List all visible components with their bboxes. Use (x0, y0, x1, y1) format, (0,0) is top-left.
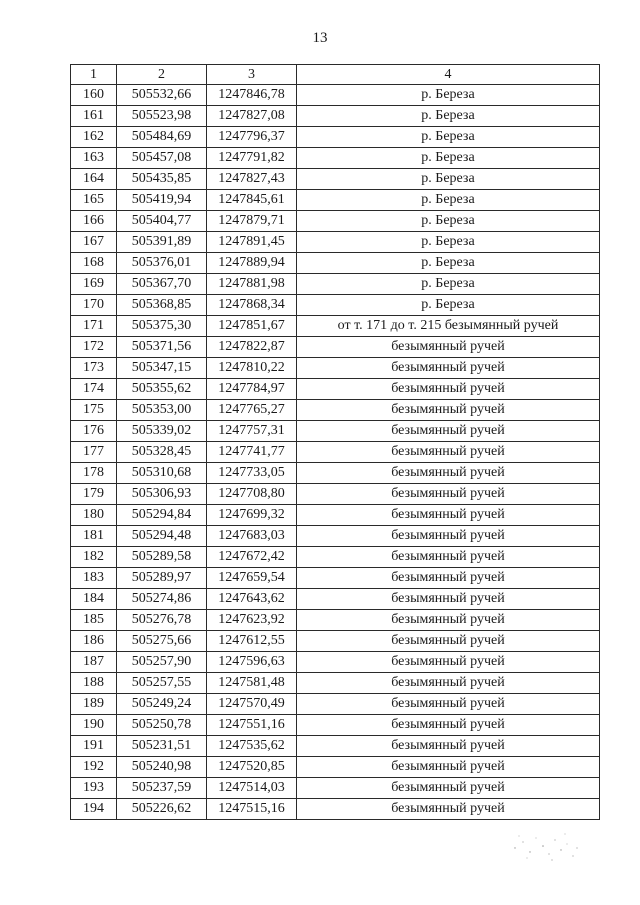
point-number-cell: 182 (71, 547, 117, 568)
point-number-cell: 164 (71, 169, 117, 190)
coordinate-y-cell: 1247612,55 (207, 631, 297, 652)
coordinate-x-cell: 505237,59 (117, 778, 207, 799)
point-number-cell: 177 (71, 442, 117, 463)
description-cell: безымянный ручей (297, 715, 600, 736)
description-cell: р. Береза (297, 232, 600, 253)
table-row (71, 610, 600, 631)
description-cell: безымянный ручей (297, 442, 600, 463)
point-number-cell: 191 (71, 736, 117, 757)
description-cell: р. Береза (297, 127, 600, 148)
description-cell: безымянный ручей (297, 757, 600, 778)
description-cell: р. Береза (297, 190, 600, 211)
coordinate-y-cell: 1247551,16 (207, 715, 297, 736)
coordinate-x-cell: 505226,62 (117, 799, 207, 820)
coordinate-y-cell: 1247596,63 (207, 652, 297, 673)
table-row (71, 127, 600, 148)
point-number-cell: 190 (71, 715, 117, 736)
description-cell: безымянный ручей (297, 484, 600, 505)
coordinate-y-cell: 1247515,16 (207, 799, 297, 820)
coordinate-x-cell: 505274,86 (117, 589, 207, 610)
coordinate-x-cell: 505339,02 (117, 421, 207, 442)
column-header-4: 4 (297, 65, 600, 85)
description-cell: безымянный ручей (297, 379, 600, 400)
page-number: 13 (312, 30, 328, 46)
description-cell: р. Береза (297, 148, 600, 169)
point-number-cell: 162 (71, 127, 117, 148)
description-cell: безымянный ручей (297, 673, 600, 694)
coordinate-y-cell: 1247520,85 (207, 757, 297, 778)
description-cell: безымянный ручей (297, 610, 600, 631)
coordinate-x-cell: 505375,30 (117, 316, 207, 337)
table-row (71, 799, 600, 820)
coordinate-y-cell: 1247851,67 (207, 316, 297, 337)
coordinate-y-cell: 1247699,32 (207, 505, 297, 526)
table-header-row (71, 65, 600, 85)
description-cell: р. Береза (297, 274, 600, 295)
column-header-1: 1 (71, 65, 117, 85)
point-number-cell: 165 (71, 190, 117, 211)
description-cell: безымянный ручей (297, 526, 600, 547)
table-row (71, 190, 600, 211)
table-row (71, 757, 600, 778)
coordinate-x-cell: 505532,66 (117, 85, 207, 106)
table-row (71, 568, 600, 589)
point-number-cell: 194 (71, 799, 117, 820)
table-row (71, 148, 600, 169)
point-number-cell: 189 (71, 694, 117, 715)
description-cell: безымянный ручей (297, 736, 600, 757)
coordinate-y-cell: 1247796,37 (207, 127, 297, 148)
coordinate-y-cell: 1247889,94 (207, 253, 297, 274)
point-number-cell: 166 (71, 211, 117, 232)
coordinate-y-cell: 1247659,54 (207, 568, 297, 589)
point-number-cell: 185 (71, 610, 117, 631)
table-row (71, 253, 600, 274)
point-number-cell: 161 (71, 106, 117, 127)
table-row (71, 358, 600, 379)
table-row (71, 295, 600, 316)
table-row (71, 463, 600, 484)
coordinate-x-cell: 505240,98 (117, 757, 207, 778)
table-row (71, 694, 600, 715)
coordinate-x-cell: 505371,56 (117, 337, 207, 358)
description-cell: безымянный ручей (297, 463, 600, 484)
coordinate-x-cell: 505289,58 (117, 547, 207, 568)
point-number-cell: 163 (71, 148, 117, 169)
description-cell: р. Береза (297, 169, 600, 190)
coordinate-x-cell: 505435,85 (117, 169, 207, 190)
table-row (71, 505, 600, 526)
table-row (71, 589, 600, 610)
column-header-3: 3 (207, 65, 297, 85)
point-number-cell: 186 (71, 631, 117, 652)
table-row (71, 631, 600, 652)
table-row (71, 169, 600, 190)
point-number-cell: 178 (71, 463, 117, 484)
coordinate-x-cell: 505231,51 (117, 736, 207, 757)
point-number-cell: 179 (71, 484, 117, 505)
point-number-cell: 170 (71, 295, 117, 316)
description-cell: безымянный ручей (297, 547, 600, 568)
point-number-cell: 171 (71, 316, 117, 337)
table-row (71, 715, 600, 736)
coordinate-y-cell: 1247570,49 (207, 694, 297, 715)
coordinate-y-cell: 1247881,98 (207, 274, 297, 295)
coordinate-x-cell: 505294,48 (117, 526, 207, 547)
point-number-cell: 188 (71, 673, 117, 694)
description-cell: безымянный ручей (297, 694, 600, 715)
point-number-cell: 184 (71, 589, 117, 610)
coordinate-x-cell: 505484,69 (117, 127, 207, 148)
coordinate-y-cell: 1247741,77 (207, 442, 297, 463)
description-cell: безымянный ручей (297, 358, 600, 379)
column-header-2: 2 (117, 65, 207, 85)
coordinate-y-cell: 1247623,92 (207, 610, 297, 631)
coordinate-x-cell: 505276,78 (117, 610, 207, 631)
coordinate-x-cell: 505306,93 (117, 484, 207, 505)
description-cell: р. Береза (297, 106, 600, 127)
point-number-cell: 175 (71, 400, 117, 421)
table-row (71, 337, 600, 358)
point-number-cell: 187 (71, 652, 117, 673)
coordinate-y-cell: 1247784,97 (207, 379, 297, 400)
table-row (71, 211, 600, 232)
table-row (71, 526, 600, 547)
coordinate-x-cell: 505328,45 (117, 442, 207, 463)
point-number-cell: 169 (71, 274, 117, 295)
table-row (71, 400, 600, 421)
coordinate-y-cell: 1247733,05 (207, 463, 297, 484)
coordinate-y-cell: 1247822,87 (207, 337, 297, 358)
point-number-cell: 172 (71, 337, 117, 358)
table-row (71, 778, 600, 799)
coordinate-x-cell: 505257,90 (117, 652, 207, 673)
description-cell: безымянный ручей (297, 568, 600, 589)
description-cell: безымянный ручей (297, 799, 600, 820)
coordinate-y-cell: 1247810,22 (207, 358, 297, 379)
coordinate-y-cell: 1247683,03 (207, 526, 297, 547)
coordinate-y-cell: 1247845,61 (207, 190, 297, 211)
point-number-cell: 193 (71, 778, 117, 799)
table-row (71, 652, 600, 673)
coordinate-y-cell: 1247535,62 (207, 736, 297, 757)
coordinate-y-cell: 1247765,27 (207, 400, 297, 421)
coordinate-x-cell: 505368,85 (117, 295, 207, 316)
coordinate-x-cell: 505257,55 (117, 673, 207, 694)
table-row (71, 484, 600, 505)
description-cell: безымянный ручей (297, 631, 600, 652)
description-cell: безымянный ручей (297, 778, 600, 799)
point-number-cell: 168 (71, 253, 117, 274)
coordinate-x-cell: 505391,89 (117, 232, 207, 253)
coordinate-x-cell: 505419,94 (117, 190, 207, 211)
coordinate-x-cell: 505523,98 (117, 106, 207, 127)
coordinate-y-cell: 1247757,31 (207, 421, 297, 442)
point-number-cell: 173 (71, 358, 117, 379)
coordinate-y-cell: 1247891,45 (207, 232, 297, 253)
table-row (71, 316, 600, 337)
description-cell: безымянный ручей (297, 652, 600, 673)
coordinate-y-cell: 1247846,78 (207, 85, 297, 106)
table-row (71, 421, 600, 442)
point-number-cell: 174 (71, 379, 117, 400)
coordinate-x-cell: 505353,00 (117, 400, 207, 421)
point-number-cell: 167 (71, 232, 117, 253)
table-row (71, 379, 600, 400)
description-cell: от т. 171 до т. 215 безымянный ручей (297, 316, 600, 337)
table-row (71, 85, 600, 106)
table-row (71, 736, 600, 757)
coordinate-y-cell: 1247708,80 (207, 484, 297, 505)
coordinate-y-cell: 1247879,71 (207, 211, 297, 232)
coordinate-x-cell: 505376,01 (117, 253, 207, 274)
table-row (71, 442, 600, 463)
coordinate-x-cell: 505355,62 (117, 379, 207, 400)
coordinate-y-cell: 1247581,48 (207, 673, 297, 694)
point-number-cell: 160 (71, 85, 117, 106)
table-row (71, 547, 600, 568)
coordinate-y-cell: 1247868,34 (207, 295, 297, 316)
point-number-cell: 181 (71, 526, 117, 547)
coordinate-x-cell: 505289,97 (117, 568, 207, 589)
table-row (71, 232, 600, 253)
point-number-cell: 183 (71, 568, 117, 589)
coordinate-x-cell: 505347,15 (117, 358, 207, 379)
coordinate-y-cell: 1247827,08 (207, 106, 297, 127)
description-cell: безымянный ручей (297, 589, 600, 610)
description-cell: р. Береза (297, 295, 600, 316)
description-cell: р. Береза (297, 253, 600, 274)
description-cell: р. Береза (297, 211, 600, 232)
table-body (71, 85, 600, 820)
point-number-cell: 180 (71, 505, 117, 526)
description-cell: безымянный ручей (297, 505, 600, 526)
coordinate-y-cell: 1247672,42 (207, 547, 297, 568)
coordinate-x-cell: 505404,77 (117, 211, 207, 232)
scan-noise (505, 828, 585, 868)
description-cell: безымянный ручей (297, 400, 600, 421)
coordinate-y-cell: 1247643,62 (207, 589, 297, 610)
coordinate-x-cell: 505310,68 (117, 463, 207, 484)
coordinate-y-cell: 1247827,43 (207, 169, 297, 190)
coordinate-x-cell: 505457,08 (117, 148, 207, 169)
table-row (71, 673, 600, 694)
table-row (71, 106, 600, 127)
description-cell: р. Береза (297, 85, 600, 106)
coordinate-x-cell: 505275,66 (117, 631, 207, 652)
description-cell: безымянный ручей (297, 337, 600, 358)
coordinate-y-cell: 1247791,82 (207, 148, 297, 169)
coordinates-table (70, 64, 600, 820)
coordinate-x-cell: 505249,24 (117, 694, 207, 715)
coordinate-y-cell: 1247514,03 (207, 778, 297, 799)
coordinate-x-cell: 505250,78 (117, 715, 207, 736)
point-number-cell: 192 (71, 757, 117, 778)
description-cell: безымянный ручей (297, 421, 600, 442)
point-number-cell: 176 (71, 421, 117, 442)
table-row (71, 274, 600, 295)
coordinate-x-cell: 505294,84 (117, 505, 207, 526)
coordinate-x-cell: 505367,70 (117, 274, 207, 295)
